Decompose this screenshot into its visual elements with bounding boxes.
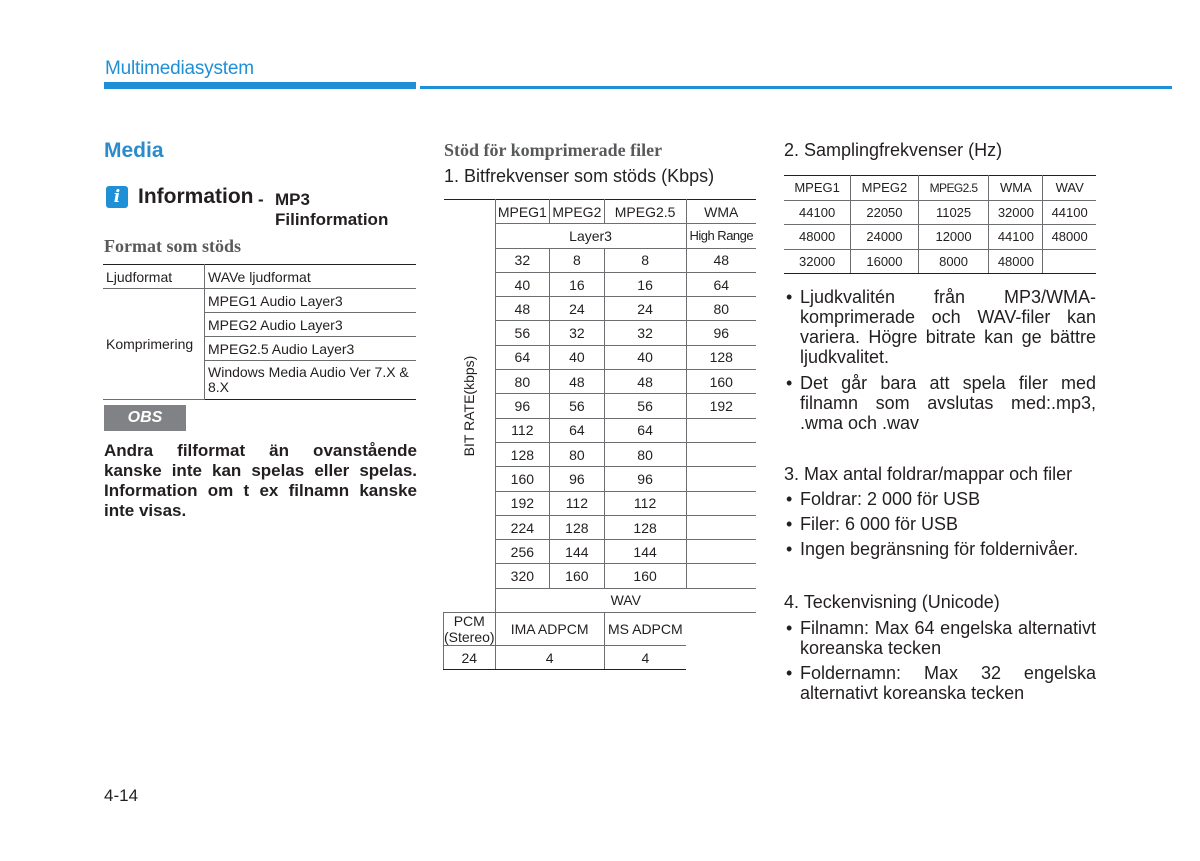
- table-cell: 160: [686, 370, 756, 394]
- table-cell: 128: [495, 442, 550, 466]
- table-row: [103, 265, 416, 289]
- table-cell: 144: [550, 540, 605, 564]
- table-cell: [686, 442, 756, 466]
- table-cell: MPEG2.5 Audio Layer3: [205, 337, 417, 361]
- column-header: MPEG2.5: [604, 200, 686, 224]
- table-cell: 16: [604, 272, 686, 296]
- sampling-table-body: [784, 176, 1096, 274]
- table-cell: 96: [550, 467, 605, 491]
- table-cell: 112: [550, 491, 605, 515]
- table-cell: 32: [495, 248, 550, 272]
- list-item: • Filnamn: Max 64 engelska alternativt koreanska tecken: [786, 618, 1096, 658]
- high-range-header: High Range: [686, 224, 756, 248]
- information-label: Information: [138, 185, 254, 208]
- information-fileinfo: Filinformation: [275, 210, 389, 229]
- layer3-header: Layer3: [495, 224, 686, 248]
- table-cell: 128: [604, 515, 686, 539]
- table-cell: 24000: [851, 225, 918, 250]
- table-cell: 64: [604, 418, 686, 442]
- quality-notes-list: [786, 287, 1096, 439]
- table-cell: 320: [495, 564, 550, 588]
- list-item: • Filer: 6 000 för USB: [786, 514, 1096, 534]
- column-header: MPEG2.5: [918, 176, 989, 201]
- table-row: [784, 176, 1096, 201]
- column-header: MPEG1: [495, 200, 550, 224]
- table-cell: 96: [604, 467, 686, 491]
- table-row: [444, 613, 757, 646]
- table-cell: 16000: [851, 249, 918, 274]
- table-cell: 12000: [918, 225, 989, 250]
- table-cell: 80: [686, 297, 756, 321]
- column-header: MS ADPCM: [604, 613, 686, 646]
- bitrate-heading: 1. Bitfrekvenser som stöds (Kbps): [444, 166, 715, 186]
- table-cell: Komprimering: [103, 289, 205, 400]
- media-heading: Media: [104, 139, 164, 162]
- table-cell: 192: [495, 491, 550, 515]
- table-cell: 96: [495, 394, 550, 418]
- column-header: MPEG2: [550, 200, 605, 224]
- table-cell: 48000: [989, 249, 1043, 274]
- list-item: • Det går bara att spela filer med filnamn som avslutas med:.mp3, .wma och .wav: [786, 373, 1096, 433]
- sampling-heading: 2. Samplingfrekvenser (Hz): [784, 140, 1003, 160]
- table-cell: [686, 491, 756, 515]
- column-header: PCM (Stereo): [444, 613, 495, 646]
- table-cell: [1043, 249, 1096, 274]
- table-cell: 112: [604, 491, 686, 515]
- table-cell: 64: [495, 345, 550, 369]
- table-cell: 24: [550, 297, 605, 321]
- table-cell: 40: [550, 345, 605, 369]
- obs-note-text: Andra filformat än ovanstående kanske inte kan spelas eller spelas. Information om t ex filnamn kanske inte visas.: [104, 441, 417, 520]
- table-cell: 160: [550, 564, 605, 588]
- table-row: [784, 225, 1096, 250]
- table-cell: 44100: [784, 200, 851, 225]
- table-row: [103, 289, 416, 313]
- table-cell: 32: [604, 321, 686, 345]
- column-header: IMA ADPCM: [495, 613, 604, 646]
- table-cell: 24: [604, 297, 686, 321]
- table-cell: 22050: [851, 200, 918, 225]
- table-row: [444, 200, 757, 224]
- table-cell: MPEG1 Audio Layer3: [205, 289, 417, 313]
- table-cell: [686, 418, 756, 442]
- table-cell: 8: [550, 248, 605, 272]
- table-cell: 80: [550, 442, 605, 466]
- column-header: MPEG1: [784, 176, 851, 201]
- folder-limits-list: [786, 489, 1096, 564]
- table-cell: 192: [686, 394, 756, 418]
- table-cell: 32: [550, 321, 605, 345]
- table-cell: 44100: [1043, 200, 1096, 225]
- table-cell: 144: [604, 540, 686, 564]
- bitrate-side-cell: [444, 200, 496, 613]
- table-cell: 48: [550, 370, 605, 394]
- table-cell: 16: [550, 272, 605, 296]
- column-header: WMA: [989, 176, 1043, 201]
- table-cell: [686, 564, 756, 588]
- info-icon: i: [106, 186, 128, 208]
- table-cell: 40: [604, 345, 686, 369]
- table-cell: 64: [686, 272, 756, 296]
- table-cell: [686, 515, 756, 539]
- table-cell: 48: [495, 297, 550, 321]
- table-cell: 48: [604, 370, 686, 394]
- bitrate-side-label: BIT RATE(kbps): [461, 355, 478, 457]
- page-number: 4-14: [104, 786, 139, 805]
- compressed-files-heading: Stöd för komprimerade filer: [444, 140, 663, 160]
- table-cell: 32000: [784, 249, 851, 274]
- column-header: WAV: [1043, 176, 1096, 201]
- column-header: MPEG2: [851, 176, 918, 201]
- list-item: • Ljudkvalitén från MP3/WMA-komprimerade och WAV-filer kan variera. Högre bitrate kan ge bättre ljudkvalitet.: [786, 287, 1096, 367]
- table-cell: 96: [686, 321, 756, 345]
- table-cell: [686, 467, 756, 491]
- table-cell: 48: [686, 248, 756, 272]
- table-cell: 8: [604, 248, 686, 272]
- table-cell: 48000: [1043, 225, 1096, 250]
- bitrate-table: [443, 199, 756, 670]
- header-rule-thin: [420, 86, 1172, 89]
- table-cell: [686, 540, 756, 564]
- table-cell: 32000: [989, 200, 1043, 225]
- bitrate-table-body: [444, 200, 757, 670]
- table-cell: 4: [604, 646, 686, 670]
- table-cell: 64: [550, 418, 605, 442]
- wav-header: WAV: [495, 588, 756, 612]
- table-cell: 112: [495, 418, 550, 442]
- table-cell: 11025: [918, 200, 989, 225]
- table-cell: 44100: [989, 225, 1043, 250]
- table-cell: 256: [495, 540, 550, 564]
- obs-badge: OBS: [104, 405, 186, 431]
- table-cell: 24: [444, 646, 496, 670]
- folder-limits-heading: 3. Max antal foldrar/mappar och filer: [784, 464, 1073, 484]
- table-cell: 48000: [784, 225, 851, 250]
- table-cell: Windows Media Audio Ver 7.X & 8.X: [205, 361, 417, 400]
- table-cell: 128: [686, 345, 756, 369]
- table-cell: 160: [495, 467, 550, 491]
- table-cell: 56: [550, 394, 605, 418]
- table-cell: 80: [495, 370, 550, 394]
- information-mp3: MP3: [275, 190, 310, 209]
- list-item: • Foldrar: 2 000 för USB: [786, 489, 1096, 509]
- sampling-table: [784, 175, 1096, 274]
- table-cell: 80: [604, 442, 686, 466]
- table-cell: 160: [604, 564, 686, 588]
- character-display-heading: 4. Teckenvisning (Unicode): [784, 592, 1000, 612]
- supported-formats-table: [103, 264, 416, 400]
- list-item: • Ingen begränsning för foldernivåer.: [786, 539, 1096, 559]
- column-header: WMA: [686, 200, 756, 224]
- table-cell: 8000: [918, 249, 989, 274]
- table-cell: 56: [604, 394, 686, 418]
- list-item: • Foldernamn: Max 32 engelska alternativt koreanska tecken: [786, 663, 1096, 703]
- table-cell: 56: [495, 321, 550, 345]
- supported-formats-heading: Format som stöds: [104, 236, 241, 256]
- table-cell: MPEG2 Audio Layer3: [205, 313, 417, 337]
- table-cell: 128: [550, 515, 605, 539]
- table-row: [784, 249, 1096, 274]
- section-title: Multimediasystem: [105, 58, 254, 79]
- table-cell: 40: [495, 272, 550, 296]
- table-cell: 4: [495, 646, 604, 670]
- table-cell: WAVe ljudformat: [205, 265, 417, 289]
- information-dash: -: [258, 190, 264, 209]
- header-rule-thick: [104, 82, 416, 89]
- table-cell: 224: [495, 515, 550, 539]
- table-row: [784, 200, 1096, 225]
- table-cell: Ljudformat: [103, 265, 205, 289]
- character-display-list: [786, 618, 1096, 708]
- table-row: [444, 646, 757, 670]
